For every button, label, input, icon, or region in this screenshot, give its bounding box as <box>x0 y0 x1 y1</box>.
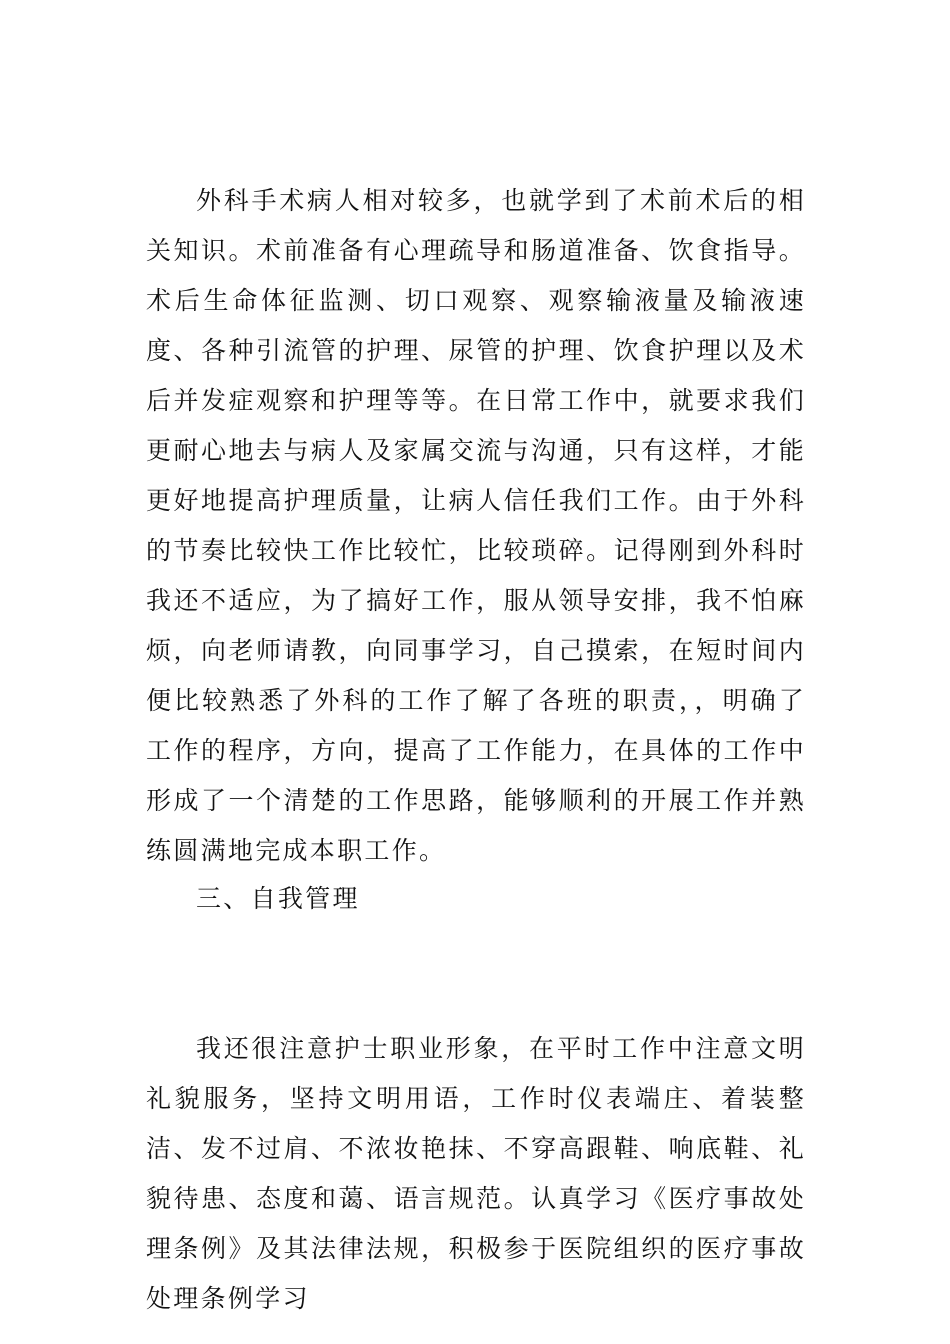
body-paragraph-surgery: 外科手术病人相对较多，也就学到了术前术后的相关知识。术前准备有心理疏导和肠道准备、饮食指导。术后生命体征监测、切口观察、观察输液量及输液速度、各种引流管的护理、尿管的护理、饮食护理以及术后并发症观察和护理等等。在日常工作中，就要求我们更耐心地去与病人及家属交流与沟通，只有这样，才能更好地提高护理质量，让病人信任我们工作。由于外科的节奏比较快工作比较忙，比较琐碎。记得刚到外科时我还不适应，为了搞好工作，服从领导安排，我不怕麻烦，向老师请教，向同事学习，自己摸索，在短时间内便比较熟悉了外科的工作了解了各班的职责，，明确了工作的程序，方向，提高了工作能力，在具体的工作中形成了一个清楚的工作思路，能够顺利的开展工作并熟练圆满地完成本职工作。 <box>146 186 806 865</box>
section-heading-self-management: 三、自我管理 <box>196 884 360 913</box>
body-paragraph-professional-image: 我还很注意护士职业形象，在平时工作中注意文明礼貌服务，坚持文明用语，工作时仪表端庄、着装整洁、发不过肩、不浓妆艳抹、不穿高跟鞋、响底鞋、礼貌待患、态度和蔼、语言规范。认真学习《医疗事故处理条例》及其法律法规，积极参于医院组织的医疗事故处理条例学习 <box>146 1034 806 1313</box>
